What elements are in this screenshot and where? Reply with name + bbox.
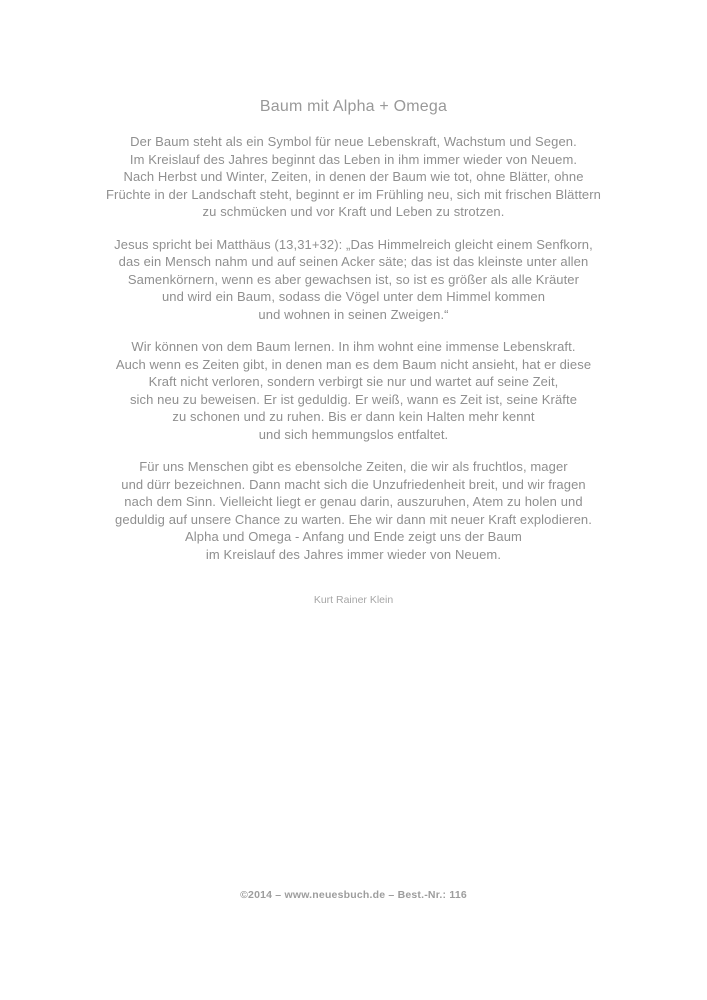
paragraph-line: geduldig auf unsere Chance zu warten. Ehe wir dann mit neuer Kraft explodieren. <box>115 511 592 527</box>
paragraph <box>0 133 707 221</box>
author-name: Kurt Rainer Klein <box>313 594 394 606</box>
paragraph-line: im Kreislauf des Jahres immer wieder von Neuem. <box>205 546 502 562</box>
paragraph-line: Jesus spricht bei Matthäus (13,31+32): „Das Himmelreich gleicht einem Senfkorn, <box>114 236 593 252</box>
paragraph-line: Samenkörnern, wenn es aber gewachsen ist, so ist es größer als alle Kräuter <box>127 271 580 287</box>
paragraph-line: Alpha und Omega - Anfang und Ende zeigt uns der Baum <box>185 529 522 544</box>
paragraph-line: Kraft nicht verloren, sondern verbirgt sie nur und wartet auf seine Zeit, <box>148 374 559 389</box>
paragraph-line: zu schonen und zu ruhen. Bis er dann kein Halten mehr kennt <box>172 409 535 424</box>
paragraph-line: nach dem Sinn. Vielleicht liegt er genau darin, auszuruhen, Atem zu holen und <box>124 494 583 509</box>
paragraph <box>0 338 707 443</box>
paragraph-line: und dürr bezeichnen. Dann macht sich die Unzufriedenheit breit, und wir fragen <box>121 476 586 492</box>
paragraph-line: sich neu zu beweisen. Er ist geduldig. Er weiß, wann es Zeit ist, seine Kräfte <box>129 391 578 407</box>
paragraph-line: und wird ein Baum, sodass die Vögel unter dem Himmel kommen <box>161 289 546 304</box>
paragraph-line: und sich hemmungslos entfaltet. <box>258 426 449 442</box>
paragraph-line: Für uns Menschen gibt es ebensolche Zeiten, die wir als fruchtlos, mager <box>139 459 568 474</box>
paragraph <box>0 458 707 563</box>
paragraph <box>0 236 707 324</box>
paragraph-line: Auch wenn es Zeiten gibt, in denen man es dem Baum nicht ansieht, hat er diese <box>115 356 592 372</box>
paragraph-line: Nach Herbst und Winter, Zeiten, in denen der Baum wie tot, ohne Blätter, ohne <box>123 169 584 184</box>
paragraph-line: Früchte in der Landschaft steht, beginnt er im Frühling neu, sich mit frischen Blättern <box>106 186 601 202</box>
paragraph-line: Im Kreislauf des Jahres beginnt das Leben in ihm immer wieder von Neuem. <box>129 151 578 167</box>
footer-credit: ©2014 – www.neuesbuch.de – Best.-Nr.: 116 <box>240 889 467 901</box>
paragraph-line: Wir können von dem Baum lernen. In ihm wohnt eine immense Lebenskraft. <box>131 339 576 354</box>
document-body <box>0 133 707 578</box>
paragraph-line: Der Baum steht als ein Symbol für neue Lebenskraft, Wachstum und Segen. <box>130 134 577 149</box>
paragraph-line: das ein Mensch nahm und auf seinen Acker säte; das ist das kleinste unter allen <box>118 254 589 269</box>
page-title: Baum mit Alpha + Omega <box>259 98 448 115</box>
paragraph-line: zu schmücken und vor Kraft und Leben zu strotzen. <box>202 204 505 219</box>
paragraph-line: und wohnen in seinen Zweigen.“ <box>258 306 449 322</box>
